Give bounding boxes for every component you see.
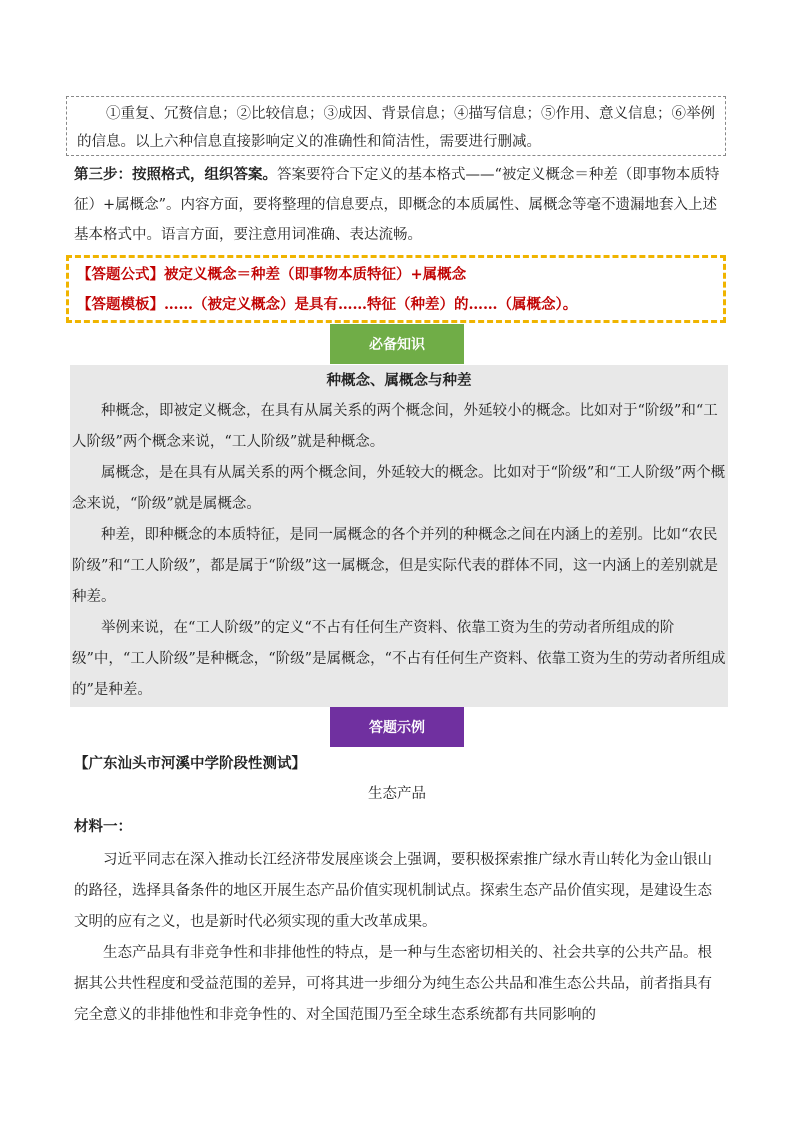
deletion-info-text: ①重复、冗赘信息；②比较信息；③成因、背景信息；④描写信息；⑤作用、意义信息；⑥举例的信息。以上六种信息直接影响定义的准确性和简洁性，需要进行删减。 — [77, 106, 715, 150]
example-banner: 答题示例 — [330, 707, 464, 747]
article-title: 生态产品 — [368, 786, 426, 802]
knowledge-banner: 必备知识 — [330, 324, 464, 364]
article-body — [74, 845, 726, 1031]
step3-lead: 第三步：按照格式，组织答案。 — [74, 166, 277, 183]
step3-text: 答案要符合下定义的基本格式——“被定义概念＝种差（即事物本质特征）+属概念”。内容方面，要将整理的信息要点，即概念的本质属性、属概念等毫不遗漏地套入上述基本格式中。语言方面，要注意用词准确、表达流畅。 — [74, 167, 720, 243]
template-line — [77, 290, 723, 320]
source-label: 【广东汕头市河溪中学阶段性测试】 — [74, 756, 306, 772]
deletion-info-box — [66, 96, 726, 156]
knowledge-paragraph: 属概念，是在具有从属关系的两个概念间，外延较大的概念。比如对于“阶级”和“工人阶级”两个概念来说，“阶级”就是属概念。 — [72, 465, 726, 512]
knowledge-paragraph: 举例来说，在“工人阶级”的定义“不占有任何生产资料、依靠工资为生的劳动者所组成的阶级”中，“工人阶级”是种概念，“阶级”是属概念，“不占有任何生产资料、依靠工资为生的劳动者所组成的”是种差。 — [72, 620, 726, 698]
step3-paragraph — [74, 160, 724, 250]
formula-text: 被定义概念＝种差（即事物本质特征）+属概念 — [164, 266, 467, 283]
formula-line — [77, 260, 723, 290]
template-text: ……（被定义概念）是具有……特征（种差）的……（属概念）。 — [164, 296, 578, 313]
knowledge-paragraph: 种概念，即被定义概念，在具有从属关系的两个概念间，外延较小的概念。比如对于“阶级”和“工人阶级”两个概念来说，“工人阶级”就是种概念。 — [72, 403, 718, 450]
formula-label: 【答题公式】 — [77, 266, 164, 283]
formula-box — [66, 255, 726, 323]
template-label: 【答题模板】 — [77, 296, 164, 313]
article-paragraph: 生态产品具有非竞争性和非排他性的特点，是一种与生态密切相关的、社会共享的公共产品。根据其公共性程度和受益范围的差异，可将其进一步细分为纯生态公共品和准生态公共品，前者指具有完全意义的非排他性和非竞争性的、对全国范围乃至全球生态系统都有共同影响的 — [74, 945, 712, 1023]
knowledge-paragraph: 种差，即种概念的本质特征，是同一属概念的各个并列的种概念之间在内涵上的差别。比如“农民阶级”和“工人阶级”，都是属于“阶级”这一属概念，但是实际代表的群体不同，这一内涵上的差别就是种差。 — [72, 527, 719, 605]
knowledge-section — [70, 365, 728, 707]
material-label: 材料一： — [74, 819, 132, 835]
article-paragraph: 习近平同志在深入推动长江经济带发展座谈会上强调，要积极探索推广绿水青山转化为金山银山的路径，选择具备条件的地区开展生态产品价值实现机制试点。探索生态产品价值实现，是建设生态文明的应有之义，也是新时代必须实现的重大改革成果。 — [74, 852, 712, 930]
knowledge-title: 种概念、属概念与种差 — [326, 372, 472, 389]
